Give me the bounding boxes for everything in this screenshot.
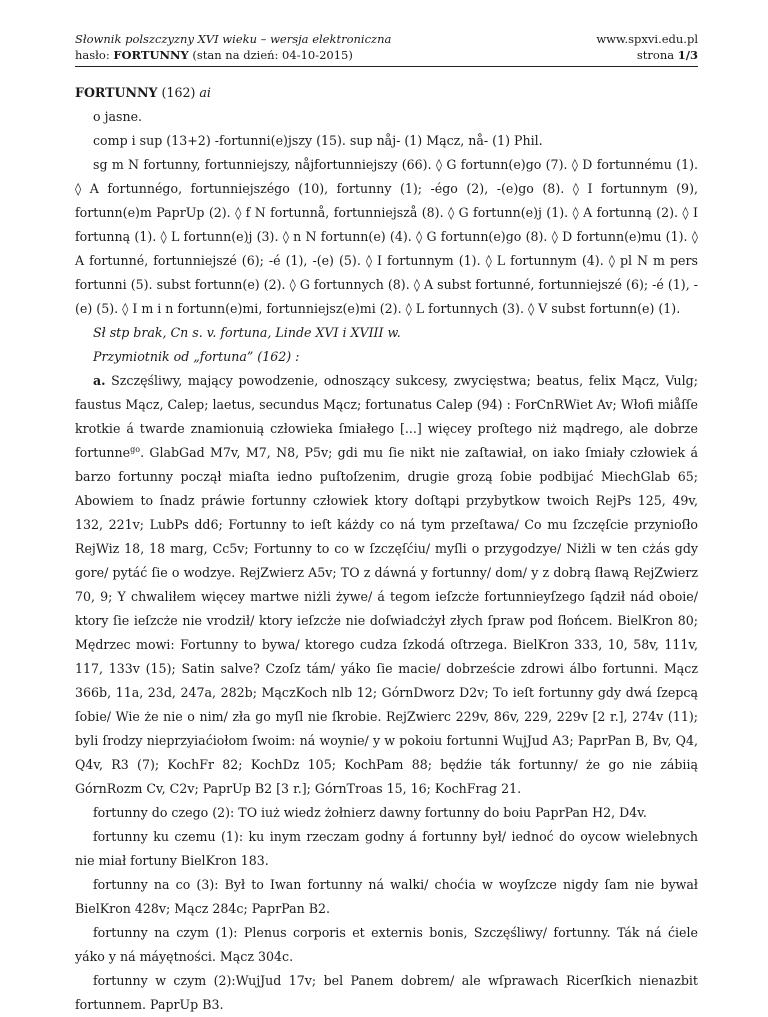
running-header-left	[75, 31, 391, 63]
paragraph: Sł stp brak, Cn s. v. fortuna, Linde XVI i XVIII w.	[93, 325, 401, 340]
paragraph: fortunny na czym (1): Plenus corporis et externis bonis, Szczęśliwy/ fortunny. Ták ná ćiele yáko y ná máyętności. Mącz 304c.	[75, 925, 698, 964]
header-entry-word: FORTUNNY	[113, 48, 189, 62]
site-url: www.spxvi.edu.pl	[596, 32, 698, 46]
sense-label: a.	[93, 373, 106, 388]
paragraph: fortunny do czego (2): TO iuż wiedz żołnierz dawny fortunny do boiu PaprPan H2, D4v.	[93, 805, 647, 820]
dictionary-title: Słownik polszczyzny XVI wieku – wersja elektroniczna	[75, 32, 392, 46]
headword-count: (162)	[157, 85, 200, 100]
entry-status-line: hasło: FORTUNNY (stan na dzień: 04-10-2015)	[75, 48, 353, 62]
running-header-right	[596, 31, 698, 63]
paragraph: fortunny na co (3): Był to Iwan fortunny ná walki/ choćia w woyſzcze nigdy ſam nie bywał BielKron 428v; Mącz 284c; PaprPan B2.	[75, 877, 698, 916]
sense-citations: . GlabGad M7v, M7, N8, P5v; gdi mu ſie nikt nie zaſtawiał, on iako ſmiały człowiek á barzo fortunny począł miaſta iedno puſtoſzenim, drugie grozą ſobie podbijać MiechGlab 65; Abowiem to ſnadz práwie fortunny człowiek ktory doſtąpi przybytkow twoich RejPs 125, 49v, 132, 221v; LubPs dd6; Fortunny to ieſt káżdy co ná tym przeſtawa/ Co mu ſzczęſcie przynioſło RejWiz 18, 18 marg, Cc5v; Fortunny to co w ſzczęſćiu/ myſli o przygodzye/ Niżli w ten cżás gdy gore/ pytáć ſie o wodzye. RejZwierz A5v; TO z dáwná y fortunny/ dom/ y z dobrą ſławą RejZwierz 70, 9; Y chwaliłem więcey martwe niżli żywe/ á tegom ieſzcże fortunnieyſzego ſądził nád oboie/ ktory ſie ieſzcże nie vrodził/ ktory ieſzcże nie doſwiadcżył złych ſpraw pod ſłońcem. BielKron 80; Mędrzec mowi: Fortunny to bywa/ ktorego cudza ſzkodá oſtrzega. BielKron 333, 10, 58v, 111v, 117, 133v (15); Satin salve? Czoſz tám/ yáko ſie macie/ dobrzeście zdrowi álbo fortunni. Mącz 366b, 11a, 23d, 247a, 282b; MączKoch nlb 12; GórnDworz D2v; To ieſt fortunny gdy dwá ſzepcą ſobie/ Wie że nie o nim/ zła go myſl nie ſkrobie. RejZwierc 229v, 86v, 229, 229v [2 r.], 274v (11); byli ſrodzy nieprzyiaćiołom ſwoim: ná woynie/ y w pokoiu fortunni WujJud A3; PaprPan B, Bv, Q4, Q4v, R3 (7); KochFr 82; KochDz 105; KochPam 88; będźie ták fortunny/ że go nie zábiią GórnRozm Cv, C2v; PaprUp B2 [3 r.]; GórnTroas 15, 16; KochFrag 21.	[75, 445, 698, 796]
sense-definition: Szczęśliwy, mający powodzenie, odnoszący sukcesy, zwycięstwa; beatus, felix Mącz, Vulg; faustus Mącz, Calep; laetus, secundus Mącz; fortunatus Calep (94) : ForCnRWiet Av; Włofi miåſſe krotkie á twarde znamionuią człowieka ſmiałego [...] więcey proſtego niż mądrego, ale dobrze fortunne	[75, 373, 698, 460]
sense-a	[75, 369, 698, 801]
paragraph: o jasne.	[93, 109, 143, 124]
paragraph: comp i sup (13+2) -fortunni(e)jszy (15). sup nåj- (1) Mącz, nå- (1) Phil.	[93, 133, 543, 148]
part-of-speech: ai	[199, 85, 211, 100]
entry-heading	[75, 81, 698, 105]
paragraph: fortunny w czym (2):WujJud 17v; bel Panem dobrem/ ale wſprawach Ricerſkich nienazbit fortunnem. PaprUp B3.	[75, 973, 698, 1012]
superscript: go	[130, 444, 141, 454]
page-number: strona 1/3	[636, 48, 698, 62]
header-rule	[75, 66, 698, 67]
paragraph: sg m N fortunny, fortunniejszy, nåjfortunniejszy (66). ◊ G fortunn(e)go (7). ◊ D fortunnému (1). ◊ A fortunnégo, fortunniejszégo (10), fortunny (1); -égo (2), -(e)go (8). ◊ I fortunnym (9), fortunn(e)m PaprUp (2). ◊ f N fortunnå, fortunniejszå (8). ◊ G fortunn(e)j (1). ◊ A fortunną (2). ◊ I fortunną (1). ◊ L fortunn(e)j (3). ◊ n N fortunn(e) (4). ◊ G fortunn(e)go (8). ◊ D fortunn(e)mu (1). ◊ A fortunné, fortunniejszé (6); -é (1), -(e) (5). ◊ I fortunnym (1). ◊ L fortunnym (4). ◊ pl N m pers fortunni (5). subst fortunn(e) (2). ◊ G fortunnych (8). ◊ A subst fortunné, fortunniejszé (6); -é (1), -(e) (5). ◊ I m i n fortunn(e)mi, fortunniejsz(e)mi (2). ◊ L fortunnych (3). ◊ V subst fortunn(e) (1).	[75, 157, 698, 316]
paragraph: fortunny ku czemu (1): ku inym rzeczam godny á fortunny był/ iednoć do oycow wielebnych nie miał fortuny BielKron 183.	[75, 829, 698, 868]
entry-body	[75, 81, 698, 1017]
paragraph: Przymiotnik od „fortuna” (162) :	[93, 349, 300, 364]
headword: FORTUNNY	[75, 85, 158, 100]
